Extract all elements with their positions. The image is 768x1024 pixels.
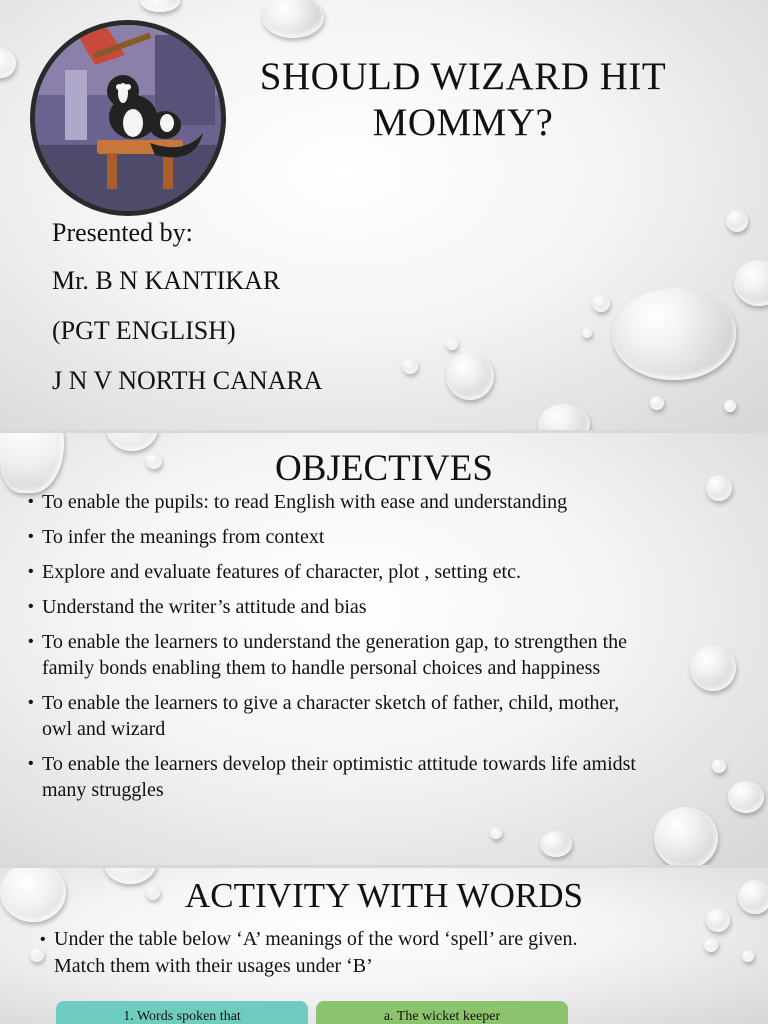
presentation-title	[238, 54, 688, 146]
water-drop	[654, 807, 718, 865]
list-item: • To enable the learners to understand the generation gap, to strengthen the family bonds enabling them to handle personal choices and happiness	[22, 629, 642, 681]
list-item: • To infer the meanings from context	[22, 524, 642, 550]
list-item: • To enable the learners to give a character sketch of father, child, mother, owl and wizard	[22, 690, 642, 742]
list-item: • Understand the writer’s attitude and bias	[22, 594, 642, 620]
water-drop	[612, 288, 736, 380]
activity-slide	[0, 868, 768, 1024]
water-drop	[728, 781, 764, 813]
presented-by-label: Presented by:	[52, 218, 193, 247]
presenter-name: Mr. B N KANTIKAR	[52, 266, 281, 295]
objectives-slide	[0, 433, 768, 865]
title-line-2: MOMMY?	[372, 101, 554, 144]
presenter-role: (PGT ENGLISH)	[52, 316, 236, 345]
water-drop	[490, 827, 502, 839]
water-drop	[726, 210, 748, 232]
list-item: • To enable the learners develop their optimistic attitude towards life amidst many struggles	[22, 751, 642, 803]
cartoon-skunk-illustration	[35, 25, 221, 211]
cartoon-avatar-image	[30, 20, 226, 216]
water-drop	[582, 328, 592, 338]
water-drop	[712, 759, 726, 773]
activity-title: ACTIVITY WITH WORDS	[185, 876, 583, 915]
title-slide	[0, 0, 768, 430]
objectives-list	[22, 489, 642, 812]
water-drop	[650, 396, 664, 410]
activity-instruction: • Under the table below ‘A’ meanings of the word ‘spell’ are given. Match them with their usages under ‘B’	[40, 926, 614, 980]
water-drop	[540, 831, 572, 857]
water-drop	[262, 0, 324, 38]
objectives-title: OBJECTIVES	[275, 448, 493, 489]
column-a-first-cell: 1. Words spoken that	[56, 1001, 308, 1024]
title-line-1: SHOULD WIZARD HIT	[259, 55, 667, 98]
water-drop	[704, 938, 718, 952]
water-drop	[538, 404, 590, 430]
water-drop	[734, 260, 768, 306]
water-drop	[0, 48, 16, 78]
water-drop	[592, 294, 610, 312]
list-item: • Explore and evaluate features of character, plot , setting etc.	[22, 559, 642, 585]
water-drop	[446, 352, 494, 400]
list-item: • To enable the pupils: to read English with ease and understanding	[22, 489, 642, 515]
water-drop	[402, 358, 418, 374]
presenter-school: J N V NORTH CANARA	[52, 366, 323, 395]
water-drop	[140, 0, 180, 12]
water-drop	[742, 950, 754, 962]
water-drop	[724, 400, 736, 412]
column-b-first-cell: a. The wicket keeper	[316, 1001, 568, 1024]
water-drop	[446, 338, 458, 350]
water-drop	[690, 645, 736, 691]
